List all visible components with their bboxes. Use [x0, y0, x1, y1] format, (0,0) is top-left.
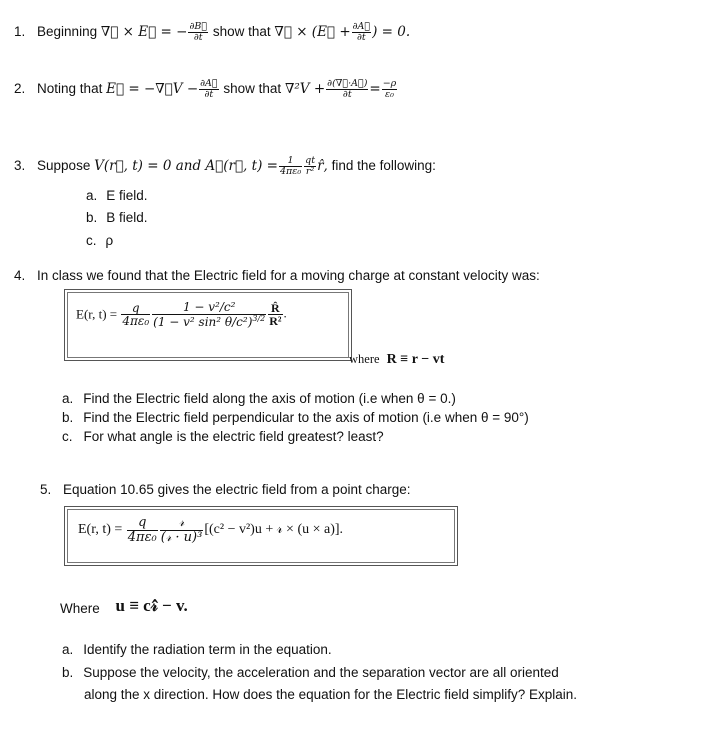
- question-4: [14, 268, 540, 283]
- formula-5: E(r, t) = $\frac{q}{\text{4πε₀}}$ $\frac{\text{𝓇}}{\text{(𝓇 · u)³}}$ [(c² − v²)u + 𝓇 × (u × a)].: [78, 515, 344, 545]
- question-number: 5.: [40, 482, 52, 497]
- fraction: $\frac{\partial(\nabla⃗\cdot A⃗)}{\partial t}$: [327, 78, 368, 100]
- fraction: $\frac{\partial A⃗}{\partial t}$: [352, 21, 371, 43]
- list-item: along the x direction. How does the equation for the Electric field simplify? Explain.: [84, 687, 578, 702]
- question-number: 4.: [14, 268, 26, 283]
- question-text: Noting that: [37, 81, 103, 97]
- fraction: $\frac{\partial B⃗}{\partial t}$: [189, 21, 208, 43]
- question-1: [14, 22, 410, 43]
- question-2: [14, 79, 398, 100]
- formula-4: E(r, t) = $\frac{q}{\text{4πε₀}}$ $\frac{\text{1 − v²/c²}}{(1 - v^2 \sin^2 \theta/c^2)^{3/2}}$ $\frac{R̂}{\text{R²}}$ .: [76, 300, 287, 329]
- where-clause: where R ≡ r − vt: [349, 352, 445, 367]
- equation: E⃗ = −∇⃗V −: [106, 81, 199, 98]
- list-item: b. Suppose the velocity, the acceleration and the separation vector are all oriented: [62, 665, 559, 680]
- list-item: c. ρ: [86, 233, 114, 248]
- equation: =: [369, 81, 381, 98]
- list-item: a. Find the Electric field along the axis of motion (i.e when θ = 0.): [62, 391, 456, 406]
- question-3: [14, 156, 436, 177]
- list-item: a. Identify the radiation term in the equation.: [62, 642, 332, 657]
- question-text: Beginning: [37, 24, 98, 40]
- question-text: In class we found that the Electric field for a moving charge at constant velocity was:: [37, 268, 540, 283]
- question-text: show that: [212, 24, 271, 40]
- equation: ∇⃗ × (E⃗ +: [274, 24, 351, 41]
- where-clause: Where u ≡ c𝓇̂ − v.: [60, 596, 188, 616]
- list-item: c. For what angle is the electric field greatest? least?: [62, 429, 384, 444]
- question-text: find the following:: [331, 158, 436, 174]
- question-number: 2.: [14, 81, 26, 97]
- fraction: $\frac{\partial A⃗}{\partial t}$: [200, 78, 218, 100]
- question-text: Suppose: [37, 158, 91, 174]
- list-item: a. E field.: [86, 188, 148, 203]
- question-number: 3.: [14, 158, 26, 174]
- question-text: Equation 10.65 gives the electric field from a point charge:: [63, 482, 411, 497]
- equation: r̂,: [317, 158, 328, 175]
- list-item: b. B field.: [86, 210, 148, 225]
- question-number: 1.: [14, 24, 26, 40]
- fraction: $\frac{qt}{\text{r²}}$: [305, 155, 316, 177]
- equation: ) = 0.: [372, 24, 411, 41]
- fraction: $\frac{1}{\text{4πε₀}}$: [279, 155, 302, 177]
- equation: V(r⃗, t) = 0 and A⃗(r⃗, t) =: [94, 158, 278, 175]
- fraction: $\frac{-\rho}{\text{ε₀}}$: [382, 78, 397, 100]
- list-item: b. Find the Electric field perpendicular to the axis of motion (i.e when θ = 90°): [62, 410, 529, 425]
- equation: ∇²V +: [284, 81, 326, 98]
- equation: ∇⃗ × E⃗ = −: [100, 24, 188, 41]
- question-5: [40, 482, 411, 497]
- question-text: show that: [223, 81, 282, 97]
